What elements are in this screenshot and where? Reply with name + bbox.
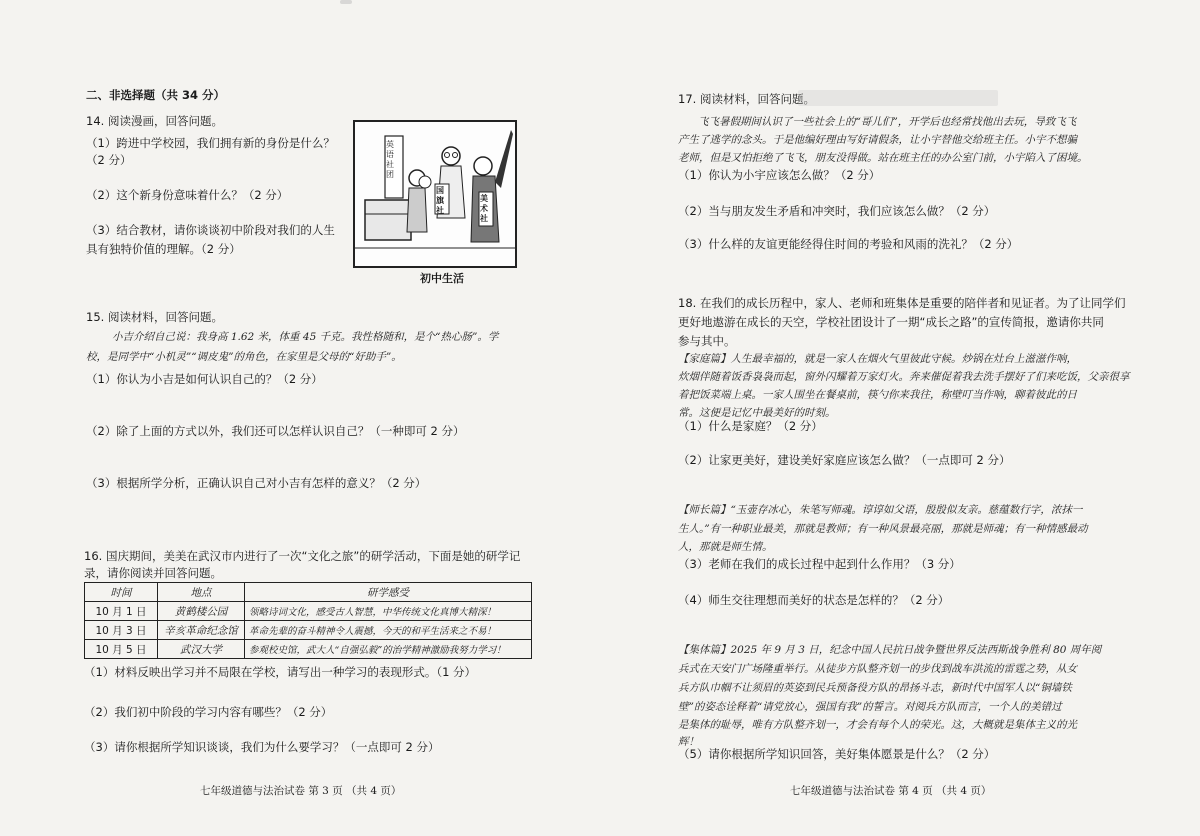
q18-collective-line1: 【集体篇】2025 年 9 月 3 日，纪念中国人民抗日战争暨世界反法西斯战争胜利 80 周年阅: [678, 644, 1102, 656]
q16-stem: 16. 国庆期间，美美在武汉市内进行了一次“文化之旅”的研学活动，下面是她的研学记: [84, 549, 521, 563]
q18-stem-cont2: 参与其中。: [678, 334, 736, 348]
q17-material-line2: 产生了逃学的念头。于是他编好理由写好请假条，让小宇替他交给班主任。小宇不想骗: [678, 134, 1077, 146]
q14-stem: 14. 阅读漫画，回答问题。: [86, 114, 223, 128]
q18-part3: （3）老师在我们的成长过程中起到什么作用？（3 分）: [678, 557, 961, 571]
q18-family-line1: 【家庭篇】人生最幸福的，就是一家人在烟火气里彼此守候。炒锅在灶台上滋滋作响，: [678, 353, 1077, 365]
q18-collective-line2: 兵式在天安门广场隆重举行。从徒步方队整齐划一的步伐到战车洪流的雷霆之势，从女: [678, 663, 1077, 675]
q17-stem: 17. 阅读材料，回答问题。: [678, 92, 815, 106]
q18-family-line3: 着把饭菜端上桌。一家人围坐在餐桌前，筷勺你来我往，称壁叮当作响，聊着彼此的日: [678, 389, 1077, 401]
table-cell: 黄鹤楼公园: [158, 602, 245, 621]
q16-part1: （1）材料反映出学习并不局限在学校，请写出一种学习的表现形式。（1 分）: [84, 665, 477, 679]
table-cell: 辛亥革命纪念馆: [158, 621, 245, 640]
cartoon-illustration: [353, 120, 517, 268]
page-footer: 七年级道德与法治试卷 第 3 页 （共 4 页）: [200, 785, 402, 797]
table-row: [85, 602, 532, 621]
q14-part1-score: （2 分）: [86, 153, 132, 167]
q15-part1: （1）你认为小吉是如何认识自己的？（2 分）: [86, 372, 323, 386]
table-cell: 领略诗词文化，感受古人智慧，中华传统文化真博大精深！: [245, 602, 532, 621]
table-row: [85, 640, 532, 659]
table-header: 时间: [85, 583, 158, 602]
cartoon-sign-english: 英语社团: [386, 140, 394, 179]
study-record-table: [84, 582, 532, 659]
q18-stem-cont1: 更好地遨游在成长的天空，学校社团设计了一期“成长之路”的宣传简报，邀请你共同: [678, 315, 1104, 329]
q14-part3: （3）结合教材，请你谈谈初中阶段对我们的人生: [86, 223, 335, 237]
q18-family-line4: 常。这便是记忆中最美好的时刻。: [678, 407, 836, 419]
table-cell: 10 月 3 日: [85, 621, 158, 640]
table-row: [85, 621, 532, 640]
q15-material-line1: 小吉介绍自己说：我身高 1.62 米，体重 45 千克。我性格随和，是个“热心肠”。学: [112, 331, 499, 343]
cartoon-sign-flag: 国旗社: [436, 186, 444, 215]
table-cell: 参观校史馆，武大人“自强弘毅”的治学精神激励我努力学习！: [245, 640, 532, 659]
q17-part3: （3）什么样的友谊更能经得住时间的考验和风雨的洗礼？（2 分）: [678, 237, 1019, 251]
q18-part5: （5）请你根据所学知识回答，美好集体愿景是什么？（2 分）: [678, 747, 996, 761]
table-header-row: [85, 583, 532, 602]
table-header: 研学感受: [245, 583, 532, 602]
table-cell: 10 月 5 日: [85, 640, 158, 659]
q18-collective-line4: 壁”的姿态诠释着“请党放心，强国有我”的誓言。对阅兵方队而言，一个人的美错过: [678, 701, 1062, 713]
q18-collective-line5: 是集体的耻辱，唯有方队整齐划一，才会有每个人的荣光。这，大概就是集体主义的光: [678, 719, 1077, 731]
q18-collective-line3: 兵方队巾帼不让须眉的英姿到民兵预备役方队的昂扬斗志，新时代中国军人以“铜墙铁: [678, 682, 1072, 694]
q14-part2: （2）这个新身份意味着什么？（2 分）: [86, 188, 289, 202]
exam-page-4: [600, 0, 1200, 836]
q18-collective-line6: 辉！: [678, 736, 699, 748]
q16-part2: （2）我们初中阶段的学习内容有哪些？（2 分）: [84, 705, 333, 719]
q16-part3: （3）请你根据所学知识谈谈，我们为什么要学习？（一点即可 2 分）: [84, 740, 440, 754]
q18-part4: （4）师生交往理想而美好的状态是怎样的？（2 分）: [678, 593, 950, 607]
scan-smudge: [340, 0, 352, 4]
q14-part1: （1）跨进中学校园，我们拥有新的身份是什么？: [86, 136, 335, 150]
q18-teacher-line2: 生人。”有一种职业最美，那就是教师；有一种风景最亮丽，那就是师魂；有一种情感最动: [678, 523, 1088, 535]
cartoon-caption: 初中生活: [420, 272, 464, 285]
table-cell: 革命先辈的奋斗精神令人震撼，今天的和平生活来之不易！: [245, 621, 532, 640]
q15-part2: （2）除了上面的方式以外，我们还可以怎样认识自己？（一种即可 2 分）: [86, 424, 465, 438]
q18-teacher-line1: 【师长篇】“玉壶存冰心，朱笔写师魂。谆谆如父语，殷殷似友亲。慈蕴数行字，浓抹一: [678, 504, 1083, 516]
q15-stem: 15. 阅读材料，回答问题。: [86, 310, 223, 324]
q16-stem-cont: 录，请你阅读并回答问题。: [84, 566, 222, 580]
table-cell: 10 月 1 日: [85, 602, 158, 621]
q14-part3-cont: 具有独特价值的理解。（2 分）: [86, 242, 241, 256]
q17-material-line3: 老师，但是又怕拒绝了飞飞，朋友没得做。站在班主任的办公室门前，小宇陷入了困境。: [678, 152, 1088, 164]
q18-stem: 18. 在我们的成长历程中，家人、老师和班集体是重要的陪伴者和见证者。为了让同学们: [678, 296, 1126, 310]
q15-part3: （3）根据所学分析，正确认识自己对小吉有怎样的意义？（2 分）: [86, 476, 427, 490]
q18-family-line2: 炊烟伴随着饭香袅袅而起，窗外闪耀着万家灯火。奔来催促着我去洗手摆好了们来吃饭，父亲很享: [678, 371, 1130, 383]
table-cell: 武汉大学: [158, 640, 245, 659]
q17-material-line1: 飞飞暑假期间认识了一些社会上的“哥儿们”，开学后也经常找他出去玩，导致飞飞: [698, 116, 1077, 128]
q17-part2: （2）当与朋友发生矛盾和冲突时，我们应该怎么做？（2 分）: [678, 204, 996, 218]
section-title: 二、非选择题（共 34 分）: [86, 88, 226, 102]
cartoon-sign-art: 美术社: [480, 194, 488, 223]
q18-part1: （1）什么是家庭？（2 分）: [678, 419, 823, 433]
q17-part1: （1）你认为小宇应该怎么做？（2 分）: [678, 168, 881, 182]
q18-teacher-line3: 人，那就是师生情。: [678, 541, 773, 553]
table-header: 地点: [158, 583, 245, 602]
q18-part2: （2）让家更美好，建设美好家庭应该怎么做？（一点即可 2 分）: [678, 453, 1011, 467]
page-footer: 七年级道德与法治试卷 第 4 页 （共 4 页）: [790, 785, 992, 797]
scan-smudge: [798, 90, 998, 106]
q15-material-line2: 校，是同学中“小机灵”“调皮鬼”的角色，在家里是父母的“好助手”。: [86, 351, 402, 363]
